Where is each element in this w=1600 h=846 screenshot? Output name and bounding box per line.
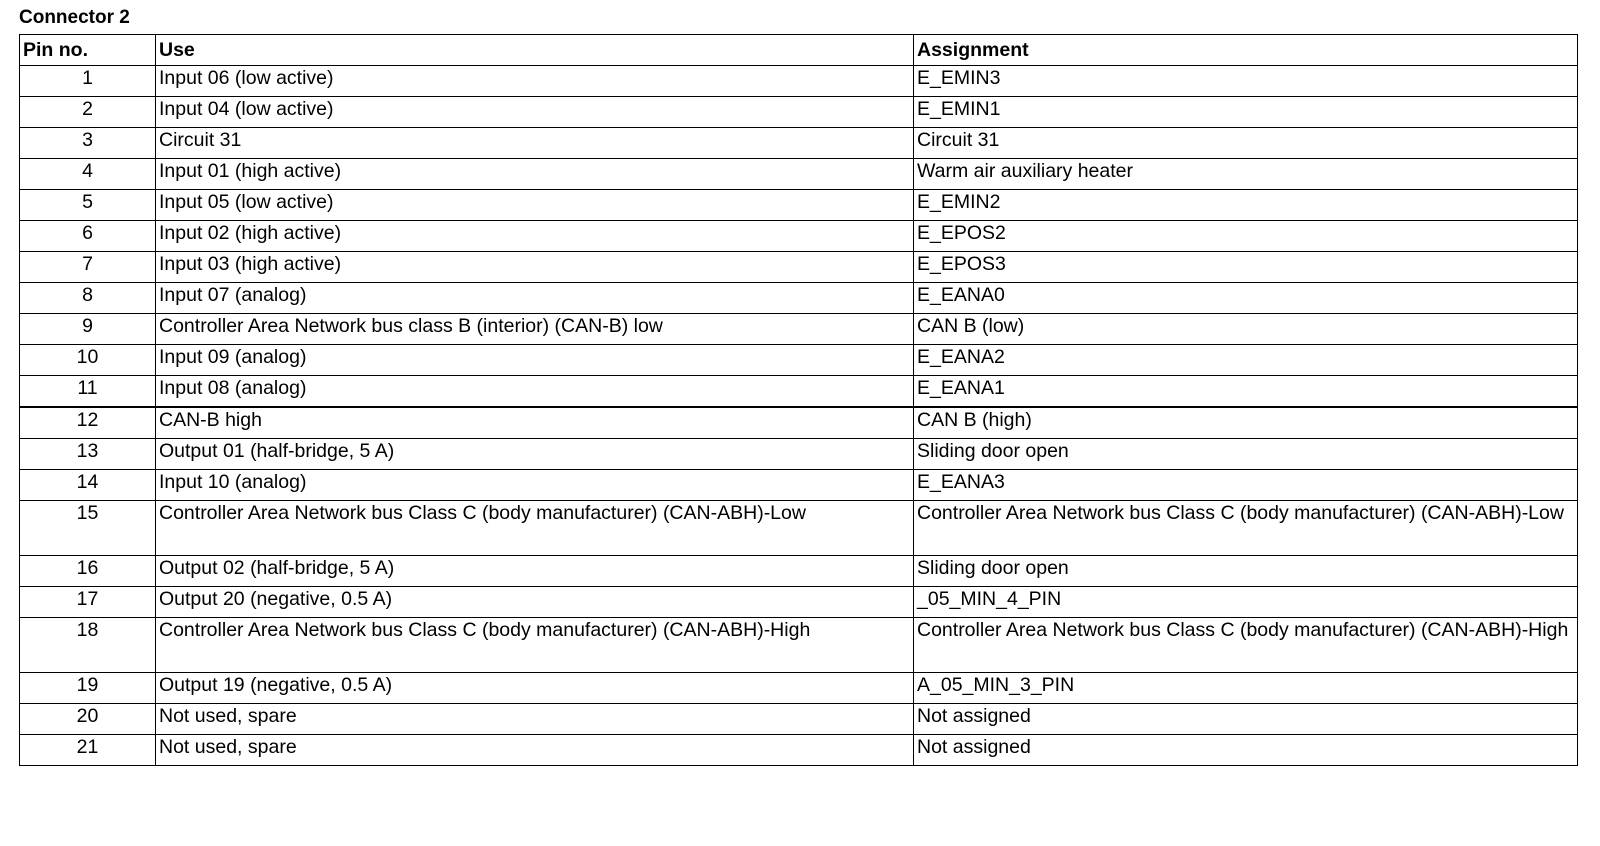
use-cell: Controller Area Network bus class B (interior) (CAN-B) low: [156, 314, 914, 345]
assignment-cell: E_EANA2: [914, 345, 1578, 376]
assignment-cell: Controller Area Network bus Class C (body manufacturer) (CAN-ABH)-Low: [914, 501, 1578, 556]
table-row: [20, 159, 1578, 190]
table-row: [20, 252, 1578, 283]
use-cell: Input 08 (analog): [156, 376, 914, 408]
assignment-cell: E_EANA0: [914, 283, 1578, 314]
table-row: [20, 735, 1578, 766]
pin-cell: 5: [20, 190, 156, 221]
table-row: [20, 345, 1578, 376]
assignment-cell: E_EANA3: [914, 470, 1578, 501]
assignment-cell: E_EPOS3: [914, 252, 1578, 283]
assignment-cell: CAN B (low): [914, 314, 1578, 345]
pin-cell: 9: [20, 314, 156, 345]
use-cell: Controller Area Network bus Class C (body manufacturer) (CAN-ABH)-High: [156, 618, 914, 673]
table-row: [20, 376, 1578, 408]
pin-cell: 6: [20, 221, 156, 252]
use-cell: Output 20 (negative, 0.5 A): [156, 587, 914, 618]
pin-cell: 3: [20, 128, 156, 159]
use-cell: Output 01 (half-bridge, 5 A): [156, 439, 914, 470]
assignment-cell: Sliding door open: [914, 439, 1578, 470]
connector-pin-table: [19, 34, 1578, 766]
pin-cell: 15: [20, 501, 156, 556]
assignment-cell: _05_MIN_4_PIN: [914, 587, 1578, 618]
use-cell: Not used, spare: [156, 704, 914, 735]
assignment-cell: E_EMIN2: [914, 190, 1578, 221]
assignment-cell: A_05_MIN_3_PIN: [914, 673, 1578, 704]
table-row: [20, 587, 1578, 618]
use-cell: Input 02 (high active): [156, 221, 914, 252]
assignment-cell: CAN B (high): [914, 407, 1578, 439]
table-row: [20, 66, 1578, 97]
pin-cell: 11: [20, 376, 156, 408]
use-cell: CAN-B high: [156, 407, 914, 439]
table-row: [20, 283, 1578, 314]
use-cell: Input 07 (analog): [156, 283, 914, 314]
pin-cell: 14: [20, 470, 156, 501]
use-cell: Input 09 (analog): [156, 345, 914, 376]
assignment-cell: Not assigned: [914, 735, 1578, 766]
table-row: [20, 439, 1578, 470]
table-row: [20, 190, 1578, 221]
table-row: [20, 314, 1578, 345]
assignment-cell: E_EPOS2: [914, 221, 1578, 252]
table-row: [20, 221, 1578, 252]
assignment-cell: E_EMIN3: [914, 66, 1578, 97]
use-cell: Circuit 31: [156, 128, 914, 159]
pin-cell: 7: [20, 252, 156, 283]
table-row: [20, 128, 1578, 159]
pin-cell: 19: [20, 673, 156, 704]
use-cell: Input 10 (analog): [156, 470, 914, 501]
pin-cell: 17: [20, 587, 156, 618]
use-cell: Input 01 (high active): [156, 159, 914, 190]
pin-cell: 12: [20, 407, 156, 439]
pin-cell: 18: [20, 618, 156, 673]
column-header-pin: Pin no.: [20, 35, 156, 66]
use-cell: Input 06 (low active): [156, 66, 914, 97]
assignment-cell: Warm air auxiliary heater: [914, 159, 1578, 190]
pin-cell: 20: [20, 704, 156, 735]
pin-cell: 21: [20, 735, 156, 766]
use-cell: Output 02 (half-bridge, 5 A): [156, 556, 914, 587]
table-row: [20, 618, 1578, 673]
use-cell: Controller Area Network bus Class C (body manufacturer) (CAN-ABH)-Low: [156, 501, 914, 556]
use-cell: Input 04 (low active): [156, 97, 914, 128]
page-title: Connector 2: [19, 7, 130, 28]
pin-cell: 4: [20, 159, 156, 190]
table-row: [20, 470, 1578, 501]
assignment-cell: E_EMIN1: [914, 97, 1578, 128]
pin-cell: 16: [20, 556, 156, 587]
column-header-assignment: Assignment: [914, 35, 1578, 66]
assignment-cell: Sliding door open: [914, 556, 1578, 587]
table-row: [20, 501, 1578, 556]
table-row: [20, 97, 1578, 128]
pin-cell: 13: [20, 439, 156, 470]
use-cell: Input 05 (low active): [156, 190, 914, 221]
table-row: [20, 556, 1578, 587]
pin-cell: 1: [20, 66, 156, 97]
table-header-row: [20, 35, 1578, 66]
use-cell: Not used, spare: [156, 735, 914, 766]
pin-cell: 2: [20, 97, 156, 128]
pin-cell: 8: [20, 283, 156, 314]
use-cell: Output 19 (negative, 0.5 A): [156, 673, 914, 704]
table-row: [20, 704, 1578, 735]
column-header-use: Use: [156, 35, 914, 66]
assignment-cell: Controller Area Network bus Class C (body manufacturer) (CAN-ABH)-High: [914, 618, 1578, 673]
assignment-cell: E_EANA1: [914, 376, 1578, 408]
assignment-cell: Circuit 31: [914, 128, 1578, 159]
use-cell: Input 03 (high active): [156, 252, 914, 283]
pin-cell: 10: [20, 345, 156, 376]
table-row: [20, 673, 1578, 704]
table-row: [20, 407, 1578, 439]
assignment-cell: Not assigned: [914, 704, 1578, 735]
